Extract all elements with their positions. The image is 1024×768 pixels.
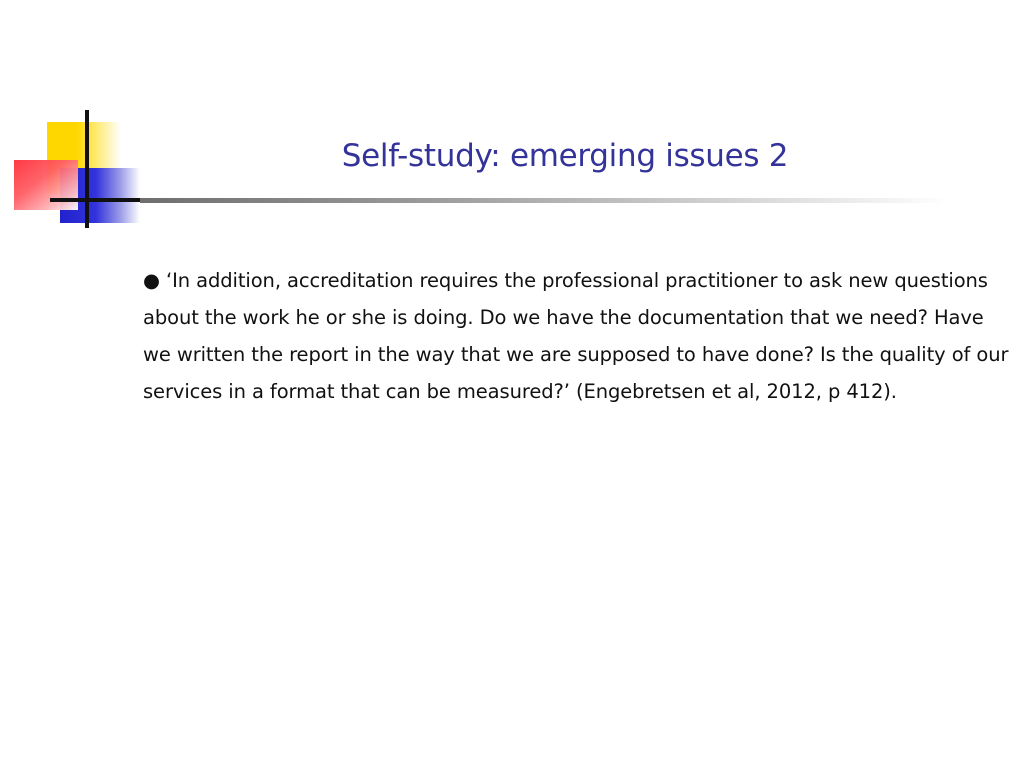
quote-text: ‘In addition, accreditation requires the professional practitioner to ask new questions about the work he or she is doing. Do we have the documentation that we need? Have we written the report in the way that we are supposed to have done? Is the quality of our services in a format that can be measured?’ (Engebretsen et al, 2012, p 412). xyxy=(143,269,1009,403)
logo-horizontal-line xyxy=(50,198,150,202)
logo-red-square xyxy=(14,160,78,210)
decorative-logo-icon xyxy=(10,108,150,233)
bullet-icon: ● xyxy=(143,269,160,292)
slide-title: Self-study: emerging issues 2 xyxy=(341,138,789,174)
body-paragraph xyxy=(143,262,1013,410)
title-divider xyxy=(140,198,950,203)
logo-vertical-line xyxy=(85,110,89,228)
